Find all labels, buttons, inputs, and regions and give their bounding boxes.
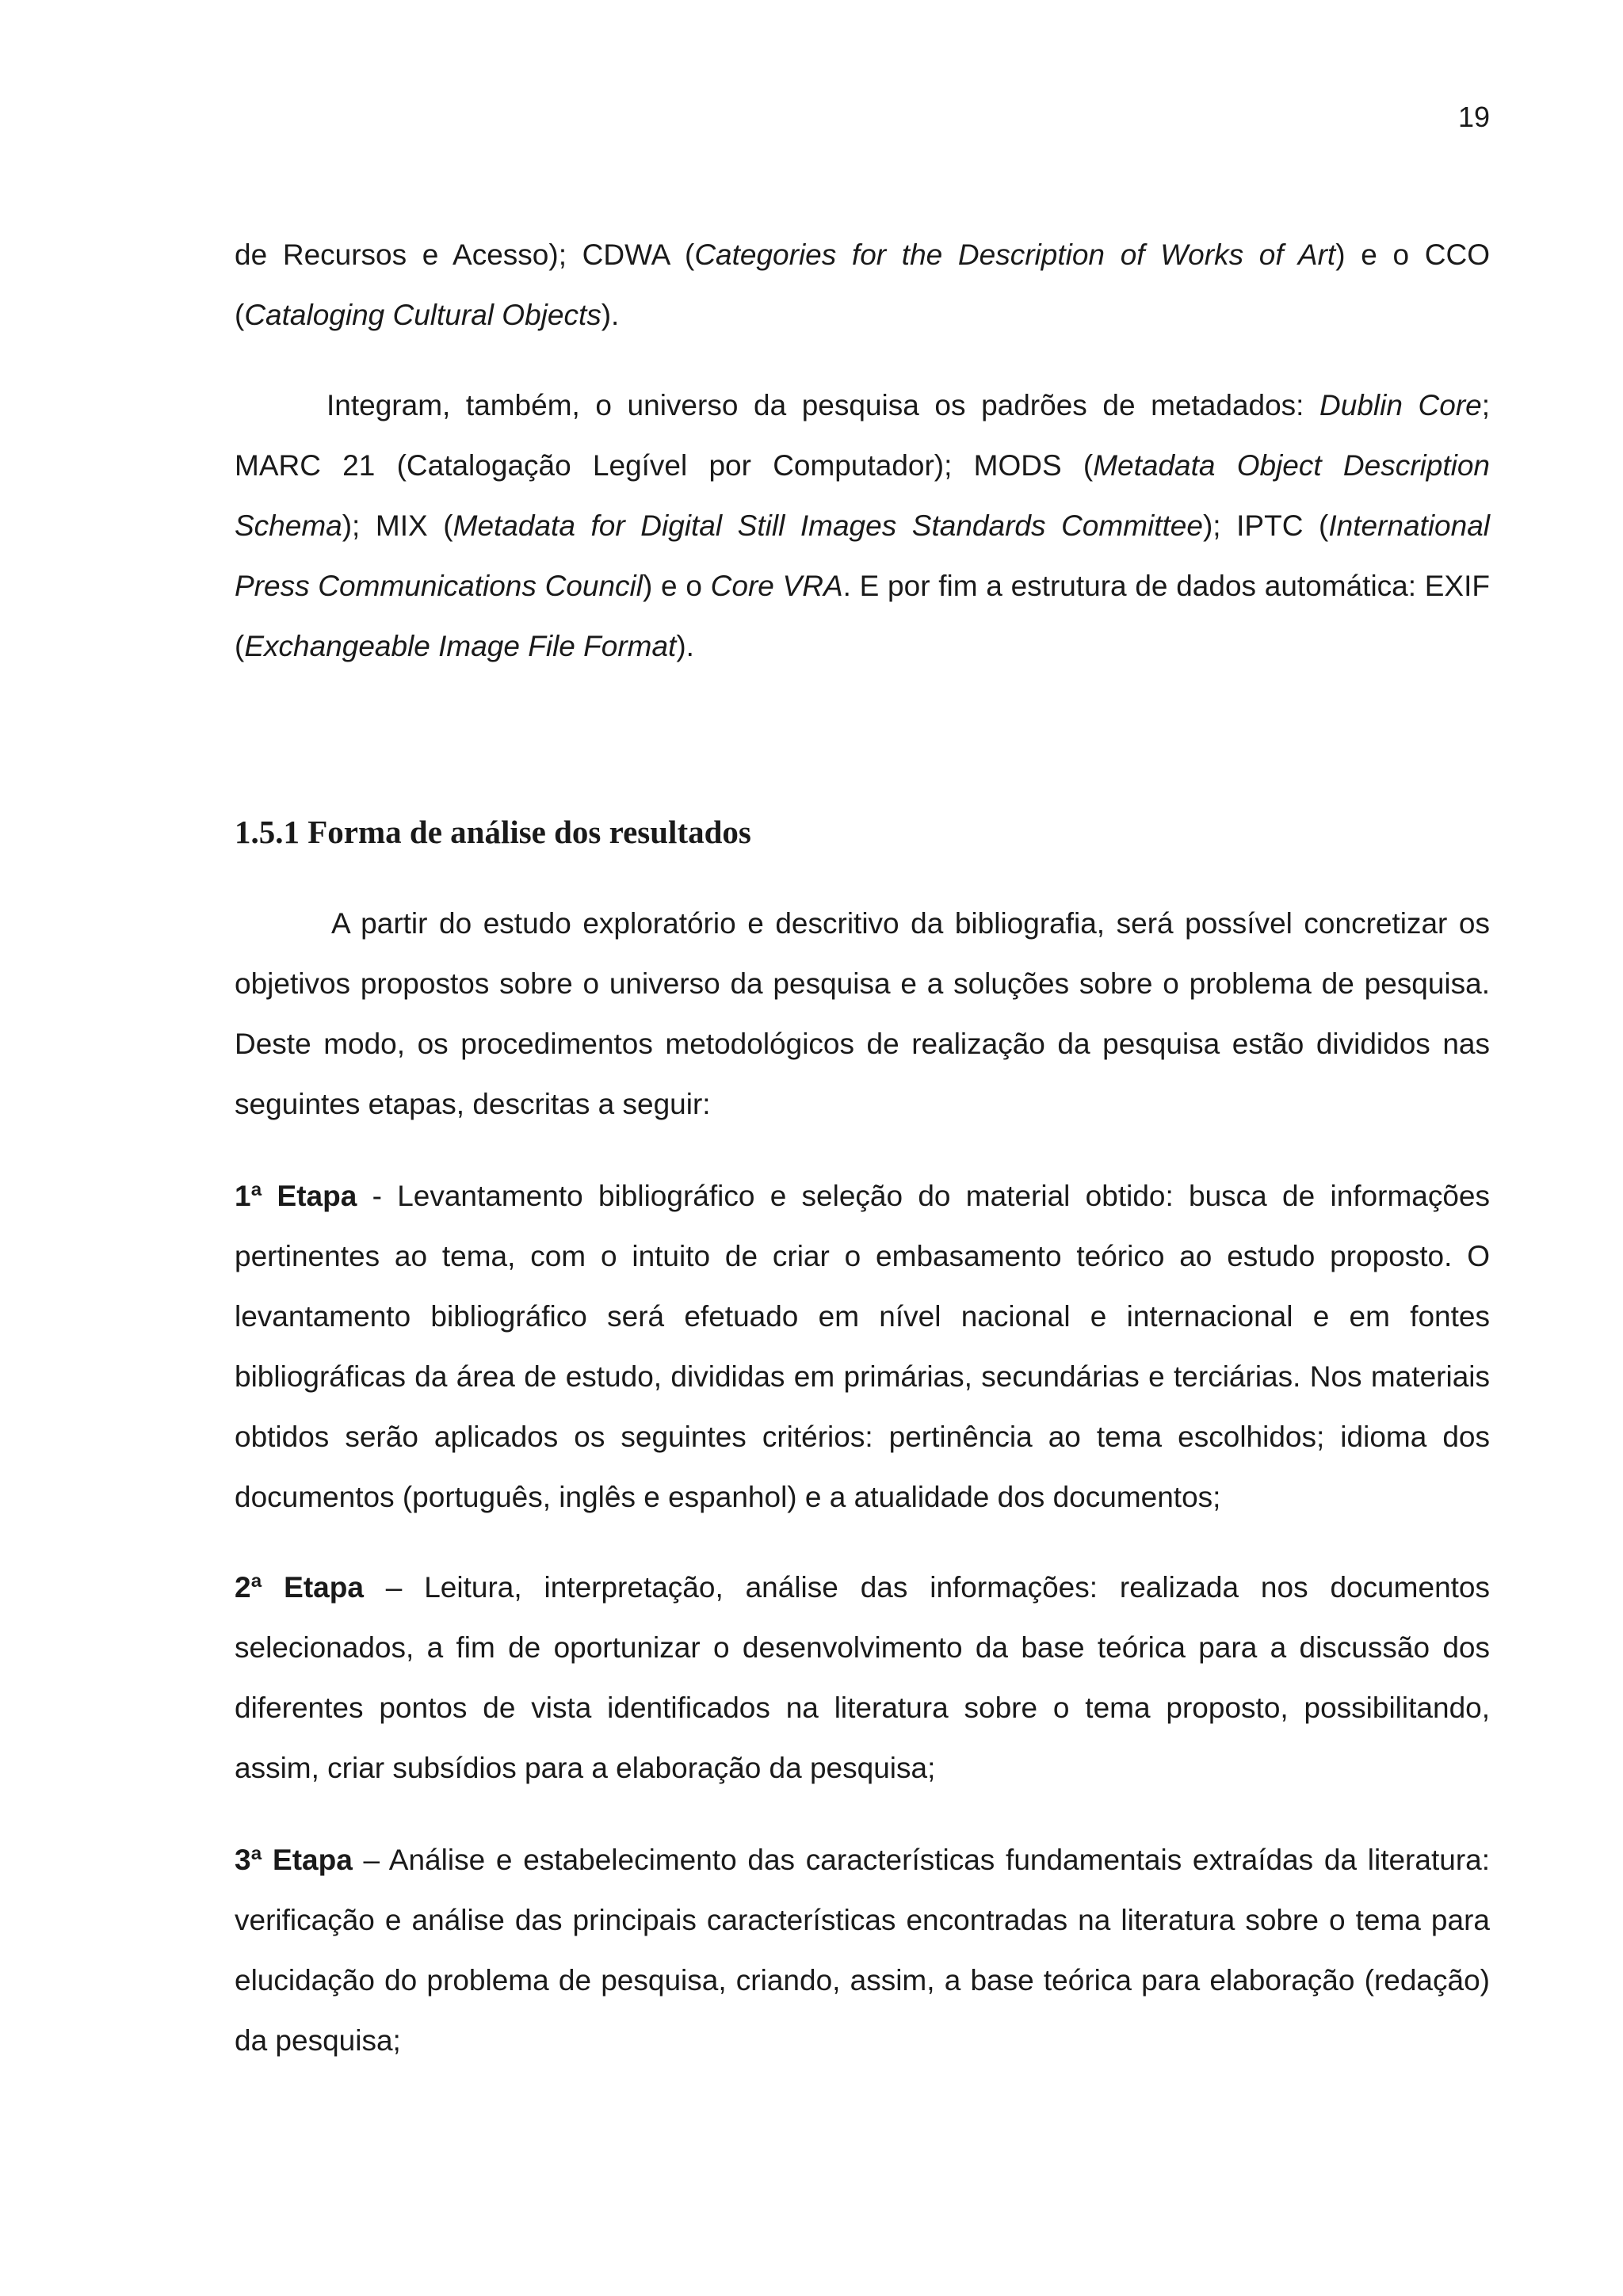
italic-term: Categories for the Description of Works of Art	[694, 238, 1336, 271]
italic-term: Core VRA	[710, 570, 843, 602]
step-label: 2ª Etapa	[235, 1571, 364, 1604]
step-text: – Análise e estabelecimento das características fundamentais extraídas da literatura: verificação e análise das principais características encontradas na literatura sobre o tema para elucidação do problema de pesquisa, criando, assim, a base teórica para elaboração (redação) da pesquisa;	[235, 1844, 1490, 2057]
text-run: ; MARC 21 (Catalogação Legível por Computador); MODS (	[235, 389, 1491, 482]
italic-term: International Press Communications Council	[235, 509, 1490, 602]
italic-term: Metadata Object Description Schema	[235, 449, 1490, 542]
paragraph-continuation	[235, 225, 1490, 345]
text-run: ); IPTC (	[1202, 509, 1329, 542]
italic-term: Metadata for Digital Still Images Standards Committee	[453, 509, 1203, 542]
text-run: ); MIX (	[342, 509, 453, 542]
paragraph-analysis	[235, 894, 1490, 1135]
paragraph-metadata-standards	[235, 376, 1490, 677]
text-run: . E por fim a estrutura de dados automática: EXIF (	[235, 570, 1490, 662]
text-run: de Recursos e Acesso); CDWA (	[235, 238, 695, 271]
page-number: 19	[1457, 101, 1490, 133]
section-heading: 1.5.1 Forma de análise dos resultados	[235, 814, 751, 850]
step-paragraph	[235, 1558, 1490, 1798]
step-paragraph	[235, 1166, 1490, 1527]
step-1	[235, 1166, 1490, 1527]
text-run: ).	[676, 630, 694, 662]
paragraph-1	[235, 225, 1490, 345]
italic-term: Cataloging Cultural Objects	[244, 299, 601, 331]
step-label: 1ª Etapa	[235, 1180, 357, 1212]
italic-term: Exchangeable Image File Format	[244, 630, 677, 662]
text-run: ).	[601, 299, 620, 331]
step-text: - Levantamento bibliográfico e seleção do material obtido: busca de informações pertinentes ao tema, com o intuito de criar o embasamento teórico ao estudo proposto. O levantamento bibliográfico será efetuado em nível nacional e internacional e em fontes bibliográficas da área de estudo, divididas em primárias, secundárias e terciárias. Nos materiais obtidos serão aplicados os seguintes critérios: pertinência ao tema escolhidos; idioma dos documentos (português, inglês e espanhol) e a atualidade dos documentos;	[235, 1180, 1491, 1513]
step-3	[235, 1830, 1490, 2071]
paragraph-3: A partir do estudo exploratório e descritivo da bibliografia, será possível concretizar os objetivos propostos sobre o universo da pesquisa e a soluções sobre o problema de pesquisa. Deste modo, os procedimentos metodológicos de realização da pesquisa estão divididos nas seguintes etapas, descritas a seguir:	[235, 907, 1490, 1120]
step-2	[235, 1558, 1490, 1798]
section-heading-block	[235, 802, 1490, 862]
step-text: – Leitura, interpretação, análise das informações: realizada nos documentos selecionados, a fim de oportunizar o desenvolvimento da base teórica para a discussão dos diferentes pontos de vista identificados na literatura sobre o tema proposto, possibilitando, assim, criar subsídios para a elaboração da pesquisa;	[235, 1571, 1491, 1784]
step-label: 3ª Etapa	[235, 1844, 353, 1876]
text-run: ) e o	[642, 570, 711, 602]
text-run: ) e o CCO (	[235, 238, 1490, 331]
step-paragraph	[235, 1830, 1490, 2071]
text-run: Integram, também, o universo da pesquisa os padrões de metadados:	[327, 389, 1320, 421]
italic-term: Dublin Core	[1319, 389, 1482, 421]
paragraph-2	[235, 376, 1490, 677]
